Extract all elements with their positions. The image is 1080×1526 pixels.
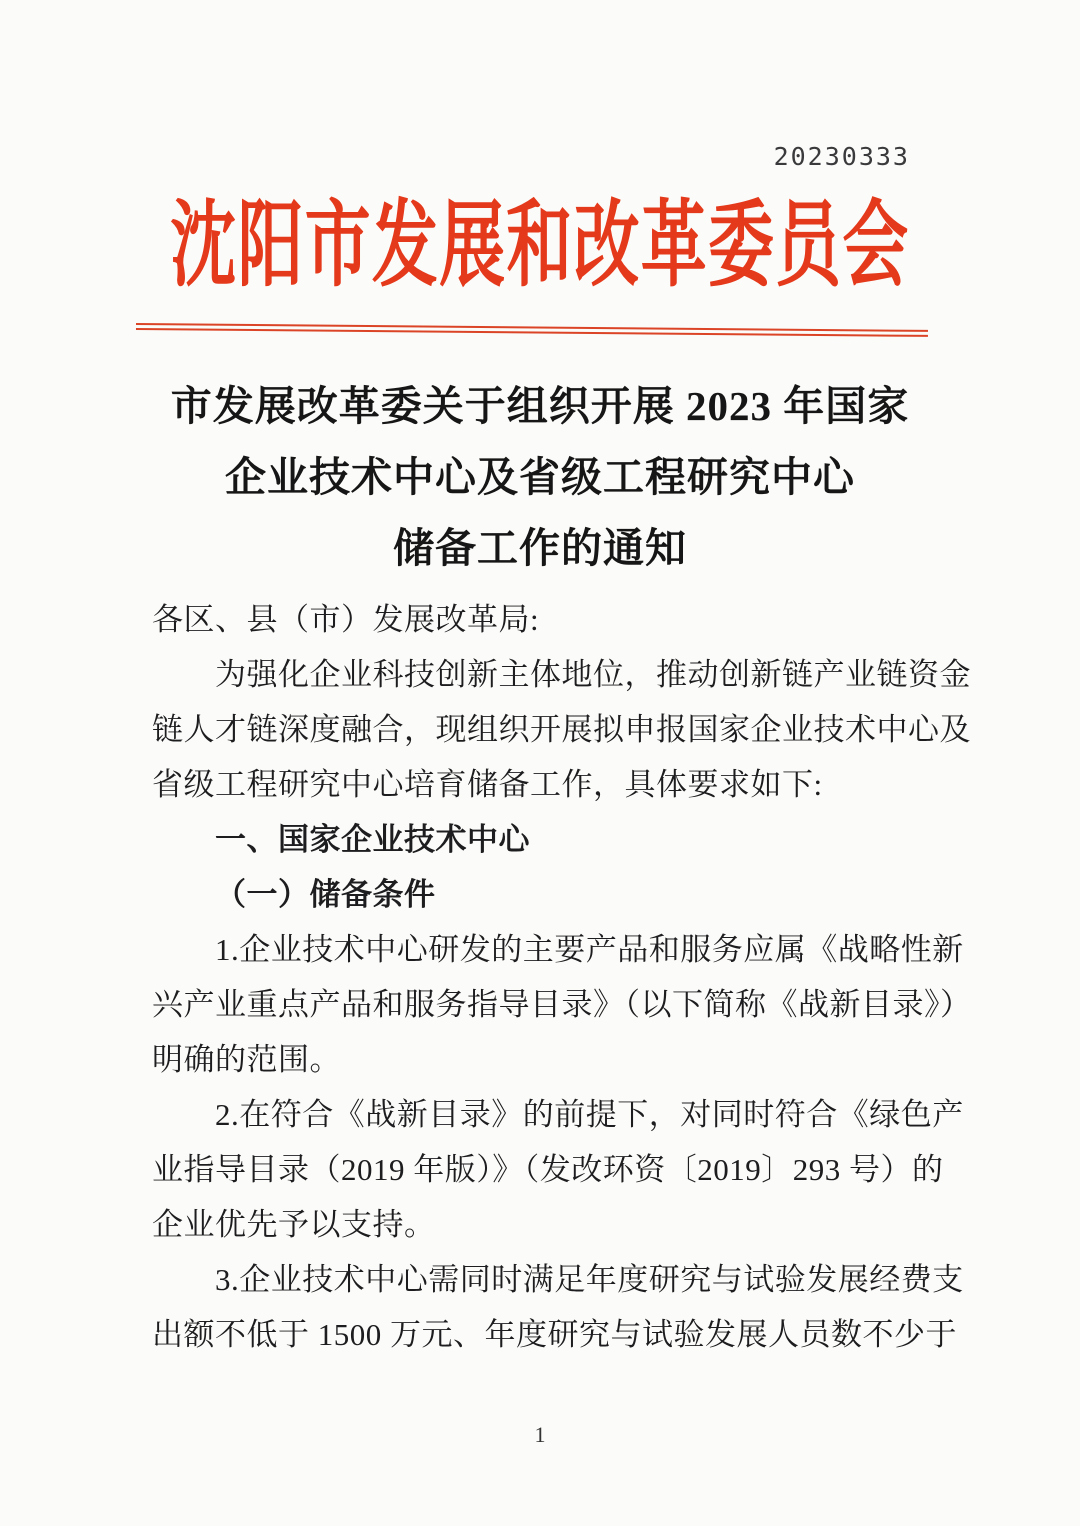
- body-line: 链人才链深度融合，现组织开展拟申报国家企业技术中心及: [152, 712, 971, 747]
- agency-masthead: [0, 192, 1080, 297]
- document-title-line-1: 市发展改革委关于组织开展 2023 年国家: [170, 383, 910, 429]
- document-title: [0, 371, 1080, 584]
- body-line: 企业优先予以支持。: [152, 1207, 436, 1242]
- body-line: 兴产业重点产品和服务指导目录》（以下简称《战新目录》）: [152, 987, 972, 1022]
- body-line: 省级工程研究中心培育储备工作，具体要求如下:: [152, 767, 823, 802]
- body-line: 明确的范围。: [152, 1042, 341, 1077]
- salutation-line: 各区、县（市）发展改革局:: [152, 602, 540, 637]
- document-title-line-3: 储备工作的通知: [393, 525, 687, 571]
- document-title-line-2: 企业技术中心及省级工程研究中心: [225, 454, 855, 500]
- masthead-divider-rule: [136, 323, 928, 337]
- section-heading: 一、国家企业技术中心: [215, 822, 530, 857]
- body-line: 业指导目录（2019 年版）》（发改环资〔2019〕293 号）的: [152, 1152, 944, 1187]
- body-line: 3.企业技术中心需同时满足年度研究与试验发展经费支: [215, 1262, 964, 1297]
- document-body: [152, 592, 972, 1362]
- body-line: 出额不低于 1500 万元、年度研究与试验发展人员数不少于: [152, 1317, 957, 1352]
- body-line: 2.在符合《战新目录》的前提下，对同时符合《绿色产: [215, 1097, 964, 1132]
- agency-name: 沈阳市发展和改革委员会: [170, 192, 910, 297]
- body-line: 为强化企业科技创新主体地位，推动创新链产业链资金: [215, 657, 971, 692]
- document-number: 20230333: [773, 142, 910, 171]
- page-number: 1: [534, 1422, 546, 1447]
- subsection-heading: （一）储备条件: [215, 877, 436, 912]
- body-line: 1.企业技术中心研发的主要产品和服务应属《战略性新: [215, 932, 964, 967]
